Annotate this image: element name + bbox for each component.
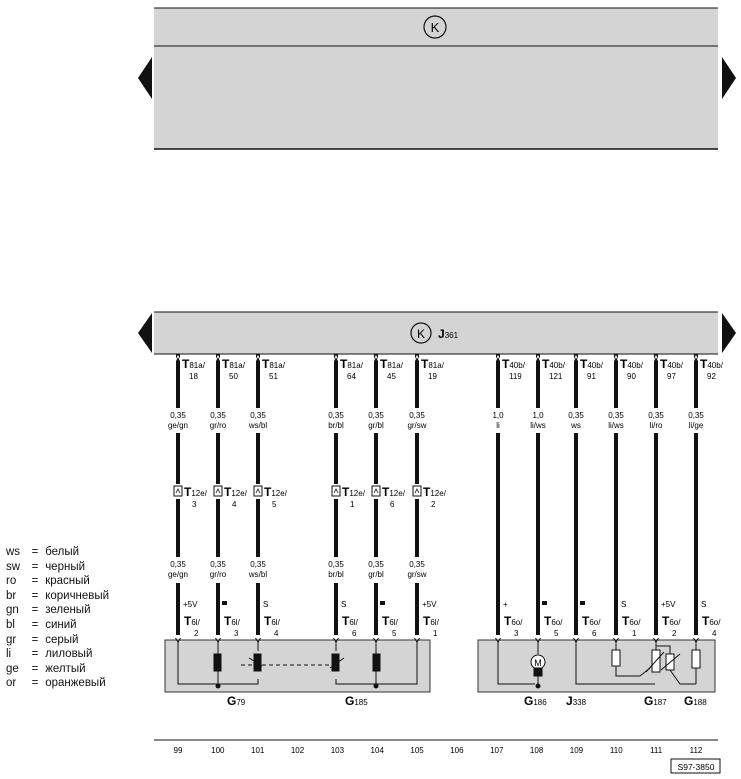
wire-gauge: 0,35 — [568, 411, 584, 420]
legend-row — [6, 560, 109, 575]
wire-color: li — [496, 421, 500, 430]
g185-resistor-b — [373, 654, 380, 671]
wire-gauge-second: 0,35 — [210, 560, 226, 569]
wires-layer — [168, 354, 724, 642]
top-unit-k-letter: K — [430, 20, 440, 35]
legend-code: br — [6, 589, 17, 602]
connector-bottom-pin: 6 — [592, 629, 597, 638]
wire-color: gr/sw — [407, 421, 427, 430]
connector-bottom-pin: 6 — [352, 629, 357, 638]
connector-bottom-label: T6l/ — [184, 614, 200, 628]
legend-equals: = — [31, 604, 39, 617]
legend-color-name: белый — [42, 546, 80, 558]
connector-bottom-label: T6o/ — [544, 614, 563, 628]
legend-color-name: желтый — [42, 662, 86, 675]
legend-code: sw — [6, 560, 21, 573]
connector-top-pin: 64 — [347, 372, 356, 381]
connector-top-pin: 19 — [428, 372, 437, 381]
signal-label: +5V — [183, 600, 198, 609]
wire-gauge: 0,35 — [328, 411, 344, 420]
right-continuation-arrow-main — [722, 313, 736, 353]
signal-label: - — [380, 606, 381, 607]
signal-label: S — [341, 600, 347, 609]
wire-gauge-second: 0,35 — [368, 560, 384, 569]
track-number: 110 — [609, 746, 623, 755]
component-label-g186: G186 — [524, 694, 547, 708]
legend-color-name: черный — [42, 560, 86, 573]
legend-code: ro — [6, 575, 17, 588]
track-number: 106 — [450, 746, 464, 755]
track-number: 104 — [370, 746, 384, 755]
legend-equals: = — [31, 633, 39, 646]
connector-bottom-label: T6o/ — [662, 614, 681, 628]
wire-li-ws-10 — [608, 354, 643, 642]
connector-bottom-label: T6l/ — [423, 614, 439, 628]
wire-gauge: 0,35 — [648, 411, 664, 420]
wire-li-ws-8 — [530, 354, 565, 642]
connector-top-label: T81a/ — [262, 357, 285, 371]
connector-mid-label: T12e/ — [184, 485, 207, 499]
connector-mid-label: T12e/ — [423, 485, 446, 499]
control-unit-j361 — [138, 312, 736, 354]
legend-color-name: синий — [42, 618, 77, 631]
track-number: 105 — [410, 746, 424, 755]
wire-gauge: 0,35 — [170, 411, 186, 420]
track-number: 109 — [569, 746, 584, 755]
signal-label: S — [621, 600, 627, 609]
left-continuation-arrow-top — [138, 57, 152, 99]
legend-color-name: зеленый — [42, 604, 91, 617]
wire-color: li/ge — [688, 421, 704, 430]
wire-gauge: 1,0 — [532, 411, 544, 420]
connector-top-label: T40b/ — [700, 357, 723, 371]
wire-gauge: 0,35 — [250, 411, 266, 420]
wire-gauge: 0,35 — [688, 411, 704, 420]
track-number: 111 — [650, 746, 663, 755]
connector-top-label: T81a/ — [340, 357, 363, 371]
connector-top-label: T81a/ — [421, 357, 444, 371]
connector-top-pin: 91 — [587, 372, 596, 381]
wire-gauge-second: 0,35 — [250, 560, 266, 569]
connector-bottom-label: T6o/ — [702, 614, 721, 628]
connector-bottom-pin: 3 — [234, 629, 239, 638]
track-number: 100 — [211, 746, 225, 755]
wire-gr-ro-2 — [210, 354, 248, 642]
wire-ws-9 — [568, 354, 603, 642]
legend-code: bl — [6, 618, 15, 631]
g187-resistor-a — [612, 650, 620, 666]
connector-mid-pin: 5 — [272, 500, 277, 509]
legend-row — [6, 589, 109, 604]
wire-gauge: 0,35 — [210, 411, 226, 420]
connector-top-pin: 18 — [189, 372, 198, 381]
top-control-unit — [138, 8, 736, 149]
inline-connector-icon — [214, 486, 222, 496]
connector-bottom-label: T6o/ — [622, 614, 641, 628]
connector-top-label: T81a/ — [380, 357, 403, 371]
wire-li-7 — [492, 354, 525, 642]
connector-mid-pin: 2 — [431, 500, 436, 509]
wire-ws-bl-3 — [248, 354, 288, 642]
connector-mid-pin: 4 — [232, 500, 237, 509]
signal-label: +5V — [661, 600, 676, 609]
inline-connector-icon — [413, 486, 421, 496]
connector-top-label: T40b/ — [620, 357, 643, 371]
legend-equals: = — [31, 662, 39, 675]
connector-mid-label: T12e/ — [224, 485, 247, 499]
wire-gauge: 0,35 — [368, 411, 384, 420]
connector-bottom-label: T6l/ — [224, 614, 240, 628]
wire-color: ws/bl — [248, 421, 268, 430]
track-numbers — [174, 746, 703, 755]
connector-bottom-pin: 2 — [194, 629, 199, 638]
connector-bottom-label: T6o/ — [582, 614, 601, 628]
connector-mid-label: T12e/ — [264, 485, 287, 499]
connector-top-pin: 92 — [707, 372, 716, 381]
wire-gauge-second: 0,35 — [328, 560, 344, 569]
signal-label: - — [580, 606, 581, 607]
legend-row — [6, 647, 109, 662]
wire-li-ro-11 — [648, 354, 683, 642]
wire-br-bl-4 — [328, 354, 365, 642]
track-number: 102 — [290, 746, 305, 755]
legend-equals: = — [31, 648, 39, 661]
wire-li-ge-12 — [688, 354, 723, 642]
track-number: 99 — [173, 746, 183, 755]
connector-mid-pin: 3 — [192, 500, 197, 509]
wire-gauge-second: 0,35 — [409, 560, 425, 569]
signal-minus-icon — [222, 601, 227, 605]
wire-color-second: ge/gn — [167, 570, 189, 579]
signal-label: + — [503, 600, 508, 609]
inline-connector-icon — [174, 486, 182, 496]
wire-color: li/ws — [530, 421, 546, 430]
legend-color-name: серый — [42, 633, 79, 646]
connector-mid-label: T12e/ — [342, 485, 365, 499]
wire-gauge: 1,0 — [492, 411, 504, 420]
legend-color-name: оранжевый — [42, 677, 106, 690]
legend-equals: = — [31, 546, 39, 558]
connector-bottom-pin: 4 — [712, 629, 717, 638]
inline-connector-icon — [254, 486, 262, 496]
legend-equals: = — [31, 560, 39, 573]
wire-color-second: ws/bl — [248, 570, 268, 579]
inline-connector-icon — [372, 486, 380, 496]
legend-row — [6, 545, 109, 560]
legend-row — [6, 633, 109, 648]
legend-code: or — [6, 677, 17, 690]
legend-equals: = — [31, 575, 39, 588]
signal-label: - — [222, 606, 223, 607]
wire-gr-sw-6 — [407, 354, 446, 642]
connector-top-pin: 50 — [229, 372, 238, 381]
wire-color: br/bl — [328, 421, 344, 430]
wire-color: ws — [571, 421, 581, 430]
motor-symbol-letter: M — [534, 658, 542, 668]
connector-mid-pin: 6 — [390, 500, 395, 509]
g79-resistor-a — [214, 654, 221, 671]
track-number: 103 — [330, 746, 345, 755]
wire-color: gr/ro — [209, 421, 227, 430]
signal-label: S — [701, 600, 707, 609]
track-number: 107 — [490, 746, 504, 755]
wire-color-second: br/bl — [328, 570, 344, 579]
wire-color: ge/gn — [167, 421, 189, 430]
component-label-g79: G79 — [227, 694, 246, 708]
component-label-g188: G188 — [684, 694, 707, 708]
component-label-g187: G187 — [644, 694, 667, 708]
legend-code: li — [6, 648, 12, 661]
legend-row — [6, 603, 109, 618]
j361-k-letter: K — [416, 327, 426, 341]
connector-bottom-pin: 4 — [274, 629, 279, 638]
wire-gauge: 0,35 — [608, 411, 624, 420]
signal-minus-icon — [380, 601, 385, 605]
legend-equals: = — [31, 589, 39, 602]
wire-color: gr/bl — [368, 421, 384, 430]
signal-minus-icon — [542, 601, 547, 605]
connector-bottom-label: T6l/ — [382, 614, 398, 628]
legend-color-name: коричневый — [42, 589, 110, 602]
connector-bottom-pin: 3 — [514, 629, 519, 638]
legend-row — [6, 662, 109, 677]
component-labels — [227, 694, 707, 708]
connector-bottom-pin: 1 — [632, 629, 637, 638]
inline-connector-icon — [332, 486, 340, 496]
wire-gauge: 0,35 — [409, 411, 425, 420]
connector-top-label: T40b/ — [660, 357, 683, 371]
connector-top-label: T40b/ — [542, 357, 565, 371]
figure-id: S97-3850 — [677, 762, 715, 772]
signal-label: +5V — [422, 600, 437, 609]
color-legend — [6, 545, 109, 691]
legend-code: gr — [6, 633, 17, 646]
signal-label: S — [263, 600, 269, 609]
legend-code: ge — [6, 662, 19, 675]
connector-top-pin: 51 — [269, 372, 278, 381]
legend-equals: = — [31, 618, 39, 631]
legend-row — [6, 676, 109, 691]
wire-color: li/ro — [649, 421, 663, 430]
connector-bottom-pin: 1 — [433, 629, 438, 638]
connector-bottom-pin: 5 — [392, 629, 397, 638]
legend-code: ws — [6, 546, 21, 558]
connector-top-label: T81a/ — [182, 357, 205, 371]
connector-bottom-label: T6l/ — [342, 614, 358, 628]
legend-row — [6, 618, 109, 633]
left-continuation-arrow-main — [138, 313, 152, 353]
connector-top-label: T81a/ — [222, 357, 245, 371]
legend-code: gn — [6, 604, 19, 617]
g188-resistor — [692, 650, 700, 668]
legend-color-name: лиловый — [42, 648, 93, 661]
legend-equals: = — [31, 677, 39, 690]
legend-row — [6, 574, 109, 589]
wire-gr-bl-5 — [368, 354, 405, 642]
connector-top-pin: 97 — [667, 372, 676, 381]
g79-resistor-b — [254, 654, 261, 671]
track-number: 101 — [251, 746, 265, 755]
wire-color-second: gr/bl — [368, 570, 384, 579]
wire-ge-gn-1 — [168, 354, 208, 642]
wire-color-second: gr/ro — [209, 570, 227, 579]
connector-top-pin: 45 — [387, 372, 396, 381]
wire-gauge-second: 0,35 — [170, 560, 186, 569]
wire-color-second: gr/sw — [407, 570, 427, 579]
connector-bottom-label: T6o/ — [504, 614, 523, 628]
connector-top-label: T40b/ — [502, 357, 525, 371]
track-number: 112 — [689, 746, 703, 755]
connector-bottom-pin: 2 — [672, 629, 677, 638]
connector-mid-label: T12e/ — [382, 485, 405, 499]
signal-label: - — [542, 606, 543, 607]
connector-bottom-label: T6l/ — [264, 614, 280, 628]
track-number: 108 — [529, 746, 544, 755]
connector-mid-pin: 1 — [350, 500, 355, 509]
component-label-j338: J338 — [566, 694, 587, 708]
connector-top-pin: 119 — [509, 372, 522, 381]
connector-top-label: T40b/ — [580, 357, 603, 371]
connector-top-pin: 121 — [549, 372, 563, 381]
connector-top-pin: 90 — [627, 372, 636, 381]
legend-color-name: красный — [42, 575, 90, 588]
right-continuation-arrow-top — [722, 57, 736, 99]
j361-label: J361 — [438, 327, 459, 341]
wire-color: li/ws — [608, 421, 624, 430]
connector-bottom-pin: 5 — [554, 629, 559, 638]
signal-minus-icon — [580, 601, 585, 605]
component-label-g185: G185 — [345, 694, 368, 708]
